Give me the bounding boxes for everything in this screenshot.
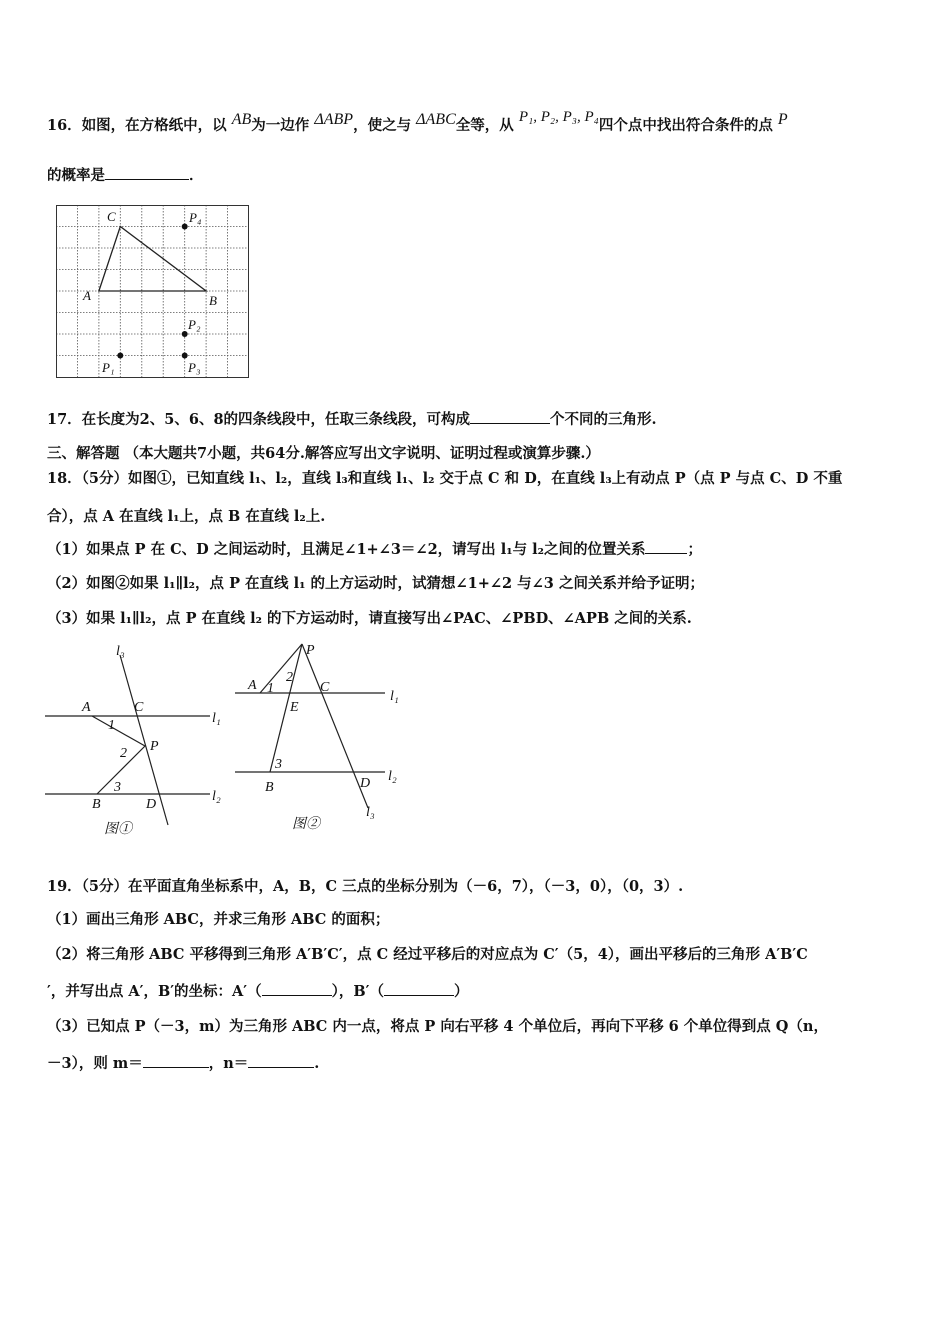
fig2-e: E	[290, 700, 299, 715]
answer-blank-17[interactable]	[470, 409, 550, 424]
fig2-angle3: 3	[275, 757, 282, 772]
q18-sub1: （1）如果点 P 在 C、D 之间运动时，且满足∠1+∠3＝∠2，请写出 l₁与 l₂之间的位置关系 ；	[47, 541, 702, 558]
math-abp: ΔABP	[314, 111, 354, 128]
point-p4	[182, 224, 188, 230]
fig1-angle3: 3	[114, 780, 121, 795]
fig2-caption: 图②	[292, 817, 320, 832]
answer-blank-19-m[interactable]	[143, 1053, 209, 1068]
q19-sub2a: （2）将三角形 ABC 平移得到三角形 A′B′C′，点 C 经过平移后的对应点为 C′（5，4），画出平移后的三角形 A′B′C	[47, 946, 808, 963]
fig2-angle1: 1	[267, 681, 274, 696]
label-p1: P₁	[102, 360, 115, 375]
triangle-abc	[99, 227, 206, 292]
point-p2	[182, 331, 188, 337]
q19-line1: 19．（5分）在平面直角坐标系中，A，B，C 三点的坐标分别为（－6，7），（－3，0），（0，3）.	[47, 878, 684, 895]
point-p3	[182, 353, 188, 359]
label-c: C	[107, 209, 116, 224]
fig1-p: P	[150, 739, 159, 754]
section-3-heading: 三、解答题 （本大题共7小题，共64分.解答应写出文字说明、证明过程或演算步骤.）	[47, 445, 600, 462]
fig1-l3: l₃	[116, 644, 125, 659]
q18-line2: 合），点 A 在直线 l₁上，点 B 在直线 l₂上.	[47, 508, 326, 525]
q16-line1: 16．如图，在方格纸中，以 AB为一边作 ΔABP，使之与 ΔABC全等，从 P₁, P₂, P₃, P₄四个点中找出符合条件的点 P	[47, 109, 788, 134]
line-l3	[120, 655, 168, 825]
fig1-l2: l₂	[212, 789, 221, 804]
answer-blank-16[interactable]	[105, 165, 189, 180]
q18-line1: 18．（5分）如图①，已知直线 l₁、l₂，直线 l₃和直线 l₁、l₂ 交于点 C 和 D，在直线 l₃上有动点 P（点 P 与点 C、D 不重	[47, 470, 843, 487]
label-a: A	[83, 288, 91, 303]
fig1-a: A	[82, 700, 91, 715]
fig1-b: B	[92, 797, 101, 812]
fig1-angle2: 2	[120, 746, 127, 761]
fig1-d: D	[146, 797, 157, 812]
answer-blank-19-n[interactable]	[248, 1053, 314, 1068]
fig1-caption: 图①	[104, 822, 132, 837]
fig2-a: A	[248, 678, 257, 693]
line-l3	[302, 644, 371, 808]
fig2-l1: l₁	[390, 689, 399, 704]
label-p2: P₂	[188, 317, 201, 332]
figure-2	[230, 640, 420, 840]
fig2-p: P	[306, 643, 315, 658]
fig1-c: C	[134, 700, 144, 715]
q17: 17．在长度为2、5、6、8的四条线段中，任取三条线段，可构成 个不同的三角形.	[47, 411, 657, 428]
q16-line2: 的概率是 ．	[47, 167, 204, 184]
q19-sub3b: －3），则 m＝ ，n＝ .	[47, 1055, 320, 1072]
fig2-l3: l₃	[366, 805, 375, 820]
label-b: B	[209, 293, 217, 308]
fig1-l1: l₁	[212, 711, 221, 726]
fig2-b: B	[265, 780, 274, 795]
fig2-angle2: 2	[286, 670, 293, 685]
answer-blank-18-1[interactable]	[645, 539, 687, 554]
label-p3: P₃	[188, 360, 201, 375]
answer-blank-19-b[interactable]	[384, 981, 454, 996]
figure-1	[40, 640, 240, 840]
fig2-l2: l₂	[388, 769, 397, 784]
math-ab: AB	[231, 111, 252, 128]
answer-blank-19-a[interactable]	[262, 981, 332, 996]
q19-sub1: （1）画出三角形 ABC，并求三角形 ABC 的面积；	[47, 911, 390, 928]
fig1-angle1: 1	[108, 718, 115, 733]
point-p1	[117, 353, 123, 359]
grid-figure	[56, 205, 250, 379]
q18-sub2: （2）如图②如果 l₁∥l₂，点 P 在直线 l₁ 的上方运动时，试猜想∠1+∠2 与∠3 之间关系并给予证明；	[47, 575, 704, 592]
fig2-c: C	[320, 680, 330, 695]
q19-sub2b: ′，并写出点 A′，B′的坐标：A′（ ），B′（ ）	[47, 983, 469, 1000]
q18-sub3: （3）如果 l₁∥l₂，点 P 在直线 l₂ 的下方运动时，请直接写出∠PAC、∠PBD、∠APB 之间的关系.	[47, 610, 692, 627]
math-p: P	[777, 111, 788, 128]
fig2-d: D	[360, 776, 371, 791]
label-p4: P₄	[189, 210, 202, 225]
math-points: P₁, P₂, P₃, P₄	[518, 109, 599, 125]
q19-sub3a: （3）已知点 P（－3，m）为三角形 ABC 内一点，将点 P 向右平移 4 个单位后，再向下平移 6 个单位得到点 Q（n，	[47, 1018, 828, 1035]
math-abc: ΔABC	[416, 111, 456, 128]
